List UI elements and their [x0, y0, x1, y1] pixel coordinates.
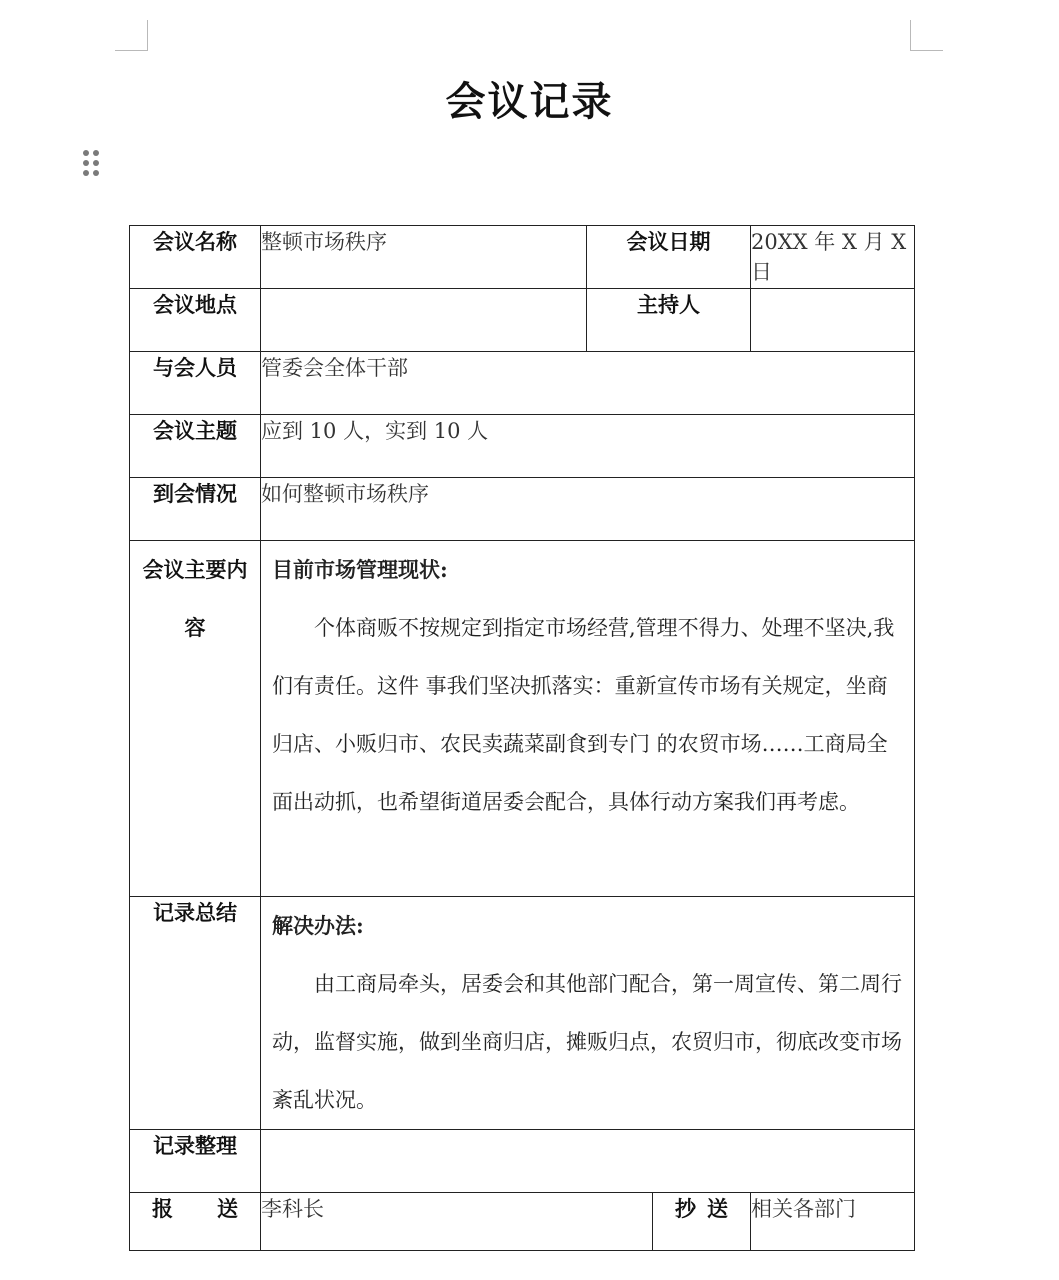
report-to-value[interactable]: 李科长: [261, 1193, 653, 1251]
main-content-label: [130, 541, 261, 897]
report-to-label: [130, 1193, 261, 1251]
meeting-name-value[interactable]: 整顿市场秩序: [261, 226, 587, 289]
meeting-record-table: [129, 225, 915, 1251]
recorder-value[interactable]: [261, 1130, 915, 1193]
main-content-label-text: 会议主要内容: [142, 557, 248, 640]
summary-heading: 解决办法:: [272, 913, 364, 938]
cc-to-label-char-2: 送: [707, 1196, 728, 1221]
document-title: 会议记录: [445, 78, 614, 125]
attendees-value[interactable]: 管委会全体干部: [261, 352, 915, 415]
table-row: [130, 415, 915, 478]
main-content-body: 个体商贩不按规定到指定市场经营,管理不得力、处理不坚决,我们有责任。这件 事我们坚决抓落实：重新宣传市场有关规定，坐商归店、小贩归市、农民卖蔬菜副食到专门 的农贸市场……工商局全面出动抓，也希望街道居委会配合，具体行动方案我们再考虑。: [272, 616, 895, 814]
summary-cell[interactable]: [261, 897, 915, 1130]
summary-label: 记录总结: [130, 897, 261, 1130]
cc-to-label-char-1: 抄: [675, 1196, 696, 1221]
recorder-label: 记录整理: [130, 1130, 261, 1193]
report-to-label-char-2: 送: [217, 1196, 238, 1221]
attendees-label: 与会人员: [130, 352, 261, 415]
table-drag-handle-icon[interactable]: [80, 150, 104, 184]
summary-body: 由工商局牵头，居委会和其他部门配合，第一周宣传、第二周行动，监督实施，做到坐商归店，摊贩归点，农贸归市，彻底改变市场紊乱状况。: [272, 972, 902, 1112]
main-content-heading: 目前市场管理现状:: [272, 557, 448, 582]
table-row: [130, 289, 915, 352]
host-label: 主持人: [587, 289, 751, 352]
meeting-date-label: 会议日期: [587, 226, 751, 289]
page-corner-mark-left: [115, 20, 148, 51]
meeting-name-label: 会议名称: [130, 226, 261, 289]
host-value[interactable]: [751, 289, 915, 352]
meeting-location-value[interactable]: [261, 289, 587, 352]
report-to-label-char-1: 报: [152, 1196, 173, 1221]
table-row: [130, 478, 915, 541]
table-row: [130, 1193, 915, 1251]
table-row: [130, 897, 915, 1130]
table-row: [130, 226, 915, 289]
topic-value[interactable]: 应到 10 人，实到 10 人: [261, 415, 915, 478]
table-row: [130, 541, 915, 897]
table-row: [130, 1130, 915, 1193]
cc-to-value[interactable]: 相关各部门: [751, 1193, 915, 1251]
attendance-value[interactable]: 如何整顿市场秩序: [261, 478, 915, 541]
attendance-label: 到会情况: [130, 478, 261, 541]
topic-label: 会议主题: [130, 415, 261, 478]
page-corner-mark-right: [910, 20, 943, 51]
main-content-cell[interactable]: [261, 541, 915, 897]
cc-to-label: [653, 1193, 751, 1251]
table-row: [130, 352, 915, 415]
meeting-location-label: 会议地点: [130, 289, 261, 352]
meeting-date-value[interactable]: 20XX 年 X 月 X 日: [751, 226, 915, 289]
